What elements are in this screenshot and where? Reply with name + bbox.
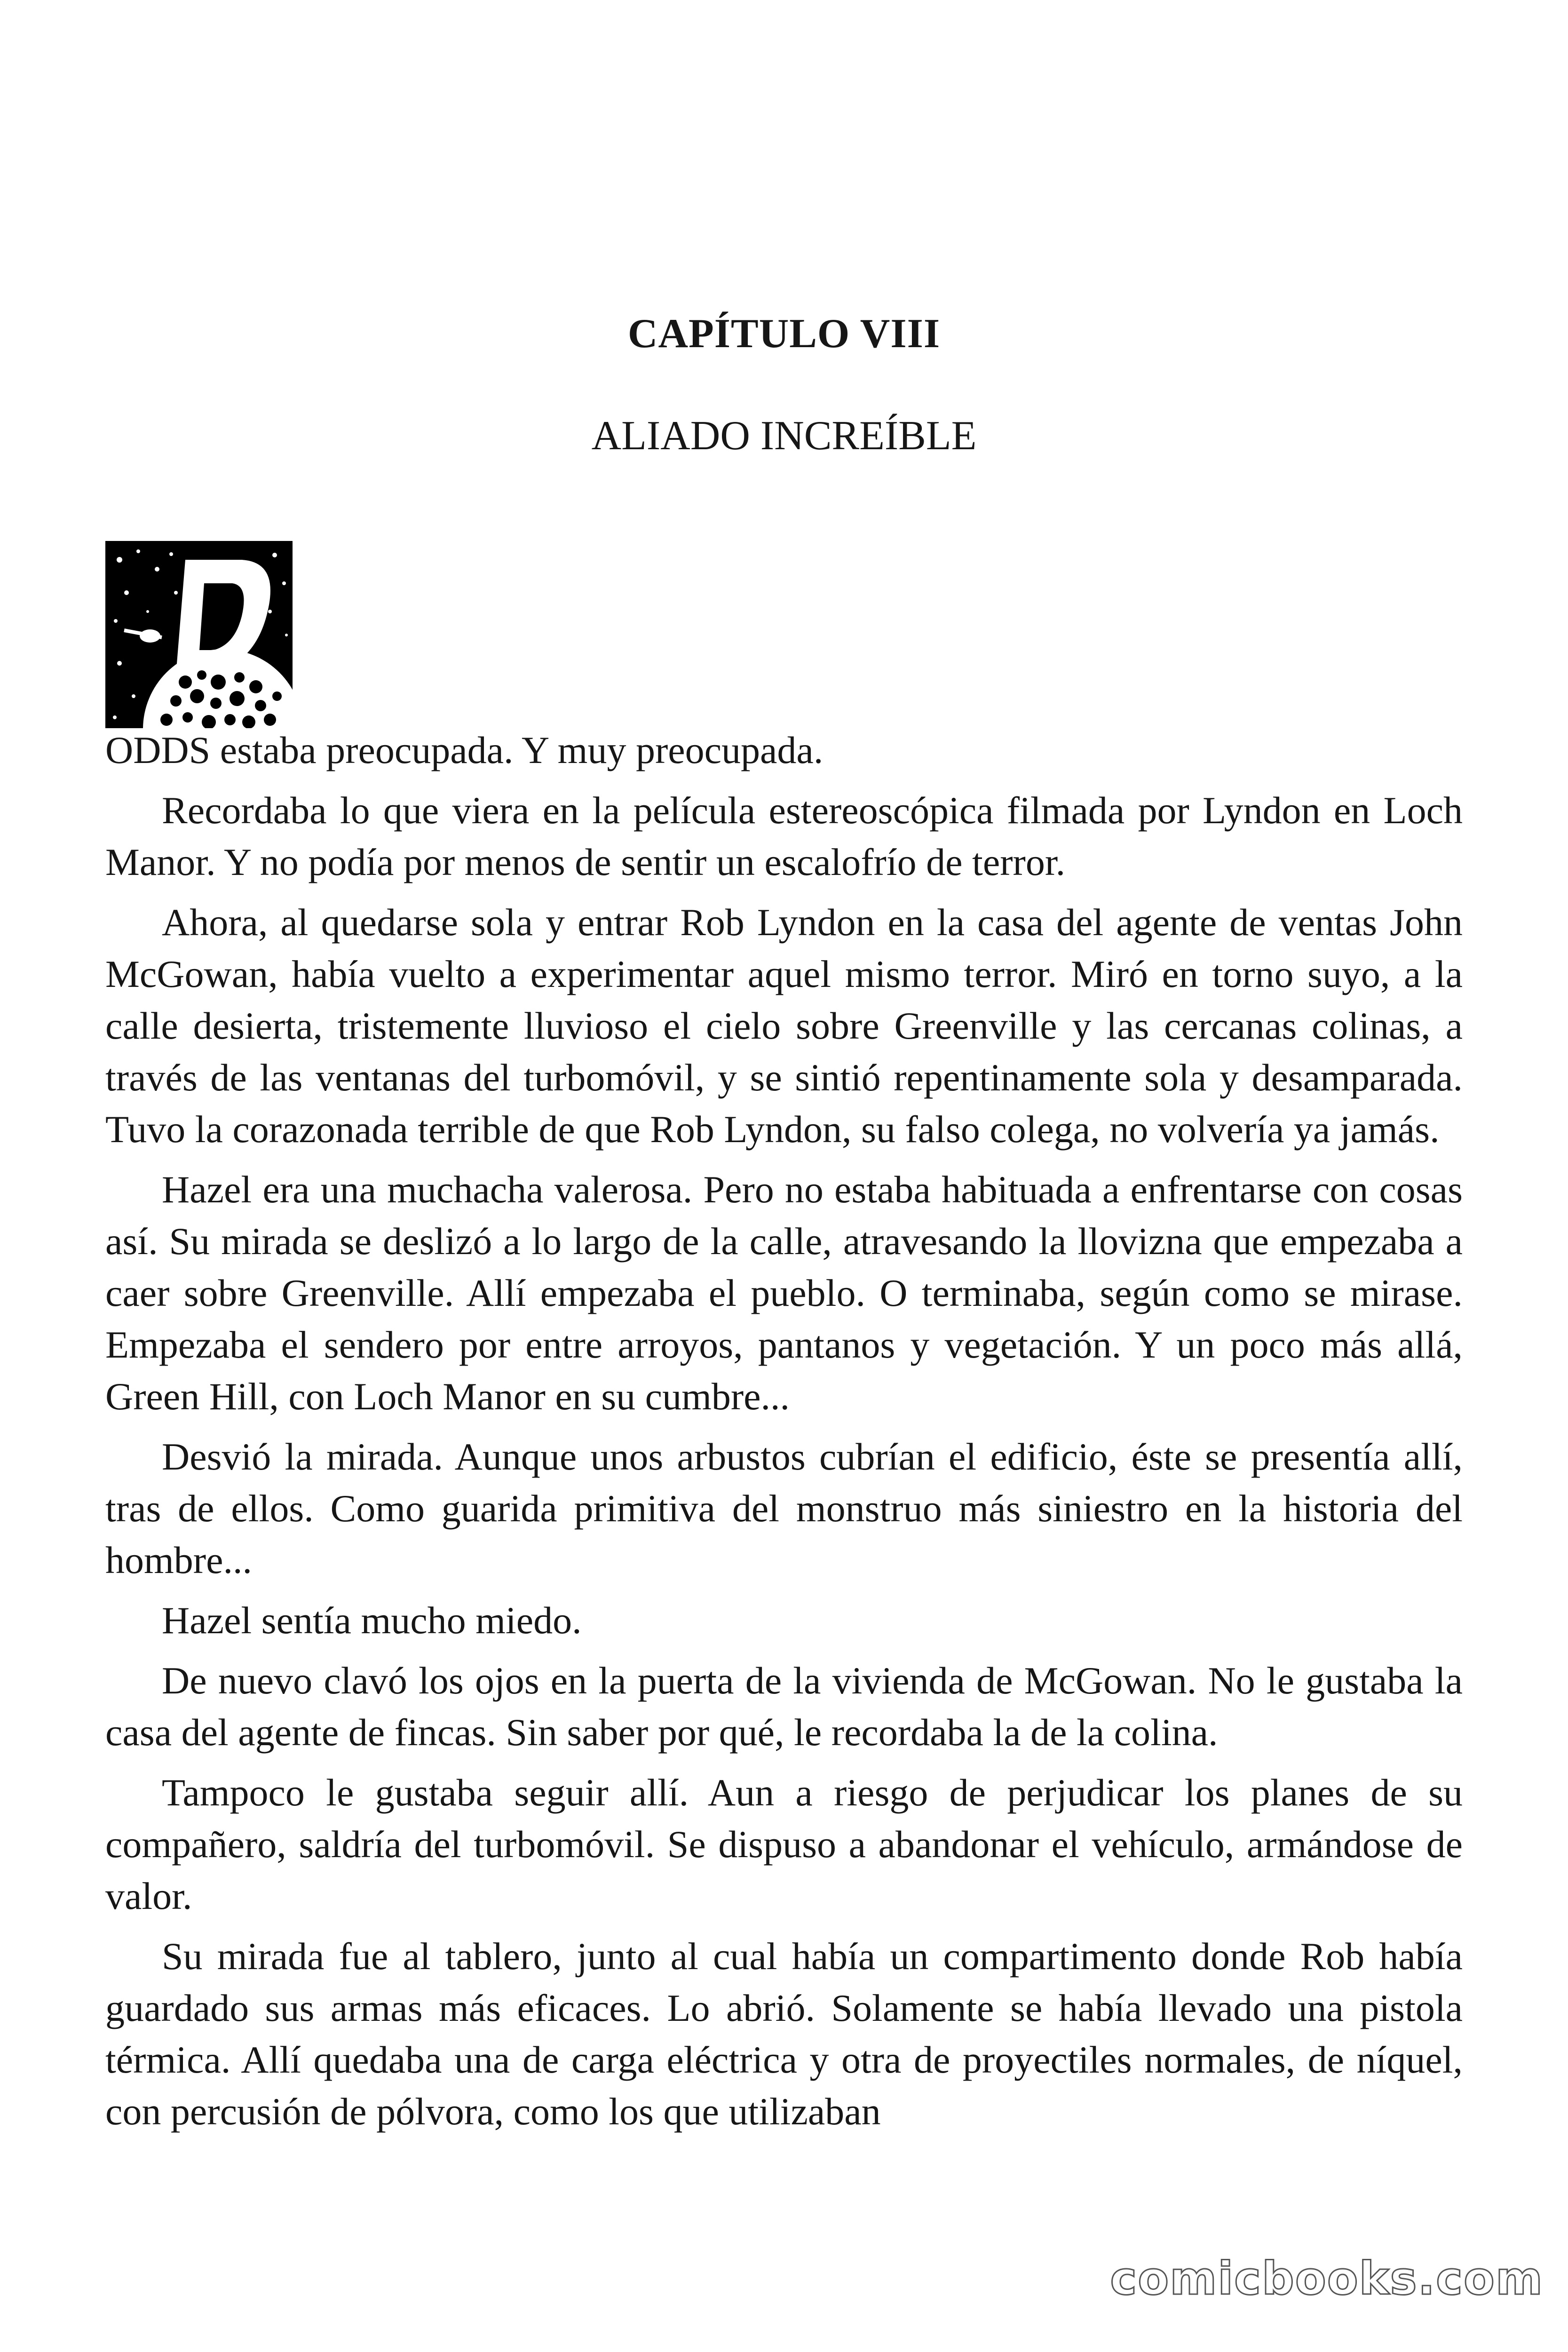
paragraph: Desvió la mirada. Aunque unos arbustos cubrían el edificio, éste se presentía allí, tras de ellos. Como guarida primitiva del monstruo más siniestro en la historia del hombre... [105,1435,1463,1581]
paragraph: Tampoco le gustaba seguir allí. Aun a riesgo de perjudicar los planes de su compañero, saldría del turbomóvil. Se dispuso a abandonar el vehículo, armándose de valor. [105,1771,1463,1917]
chapter-title: CAPÍTULO VIII [627,311,941,357]
watermark: comicbooks.com [1110,2252,1544,2305]
body-text [105,724,1463,2146]
paragraph: ODDS estaba preocupada. Y muy preocupada. [105,729,824,771]
chapter-subtitle: ALIADO INCREÍBLE [591,413,977,459]
paragraph: Hazel era una muchacha valerosa. Pero no estaba habituada a enfrentarse con cosas así. Su mirada se deslizó a lo largo de la calle, atravesando la llovizna que empezaba a caer sobre Greenville. Allí empezaba el pueblo. O terminaba, según como se mirase. Empezaba el sendero por entre arroyos, pantanos y vegetación. Y un poco más allá, Green Hill, con Loch Manor en su cumbre... [105,1168,1463,1418]
drop-cap-illustration [105,541,293,728]
space-scene-drop-cap-icon [105,541,293,728]
paragraph: Hazel sentía mucho miedo. [162,1599,582,1642]
paragraph: De nuevo clavó los ojos en la puerta de la vivienda de McGowan. No le gustaba la casa del agente de fincas. Sin saber por qué, le recordaba la de la colina. [105,1659,1463,1754]
paragraph: Recordaba lo que viera en la película estereoscópica filmada por Lyndon en Loch Manor. Y no podía por menos de sentir un escalofrío de terror. [105,789,1463,883]
paragraph: Su mirada fue al tablero, junto al cual había un compartimento donde Rob había guardado sus armas más eficaces. Lo abrió. Solamente se había llevado una pistola térmica. Allí quedaba una de carga eléctrica y otra de proyectiles normales, de níquel, con percusión de pólvora, como los que utilizaban [105,1935,1463,2133]
paragraph: Ahora, al quedarse sola y entrar Rob Lyndon en la casa del agente de ventas John McGowan, había vuelto a experimentar aquel mismo terror. Miró en torno suyo, a la calle desierta, tristemente lluvioso el cielo sobre Greenville y las cercanas colinas, a través de las ventanas del turbomóvil, y se sintió repentinamente sola y desamparada. Tuvo la corazonada terrible de que Rob Lyndon, su falso colega, no volvería ya jamás. [105,901,1463,1151]
